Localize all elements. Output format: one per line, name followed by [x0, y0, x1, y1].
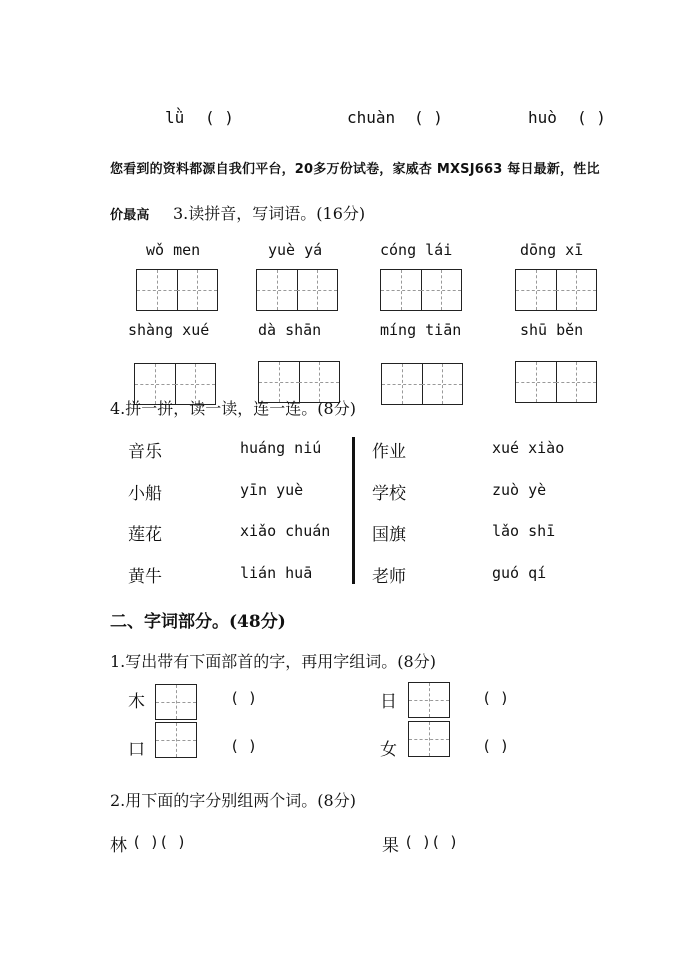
word-right: 老师 — [372, 567, 406, 587]
radical: 女 — [380, 740, 397, 760]
q4-title: 4.拼一拼，读一读，连一连。(8分) — [110, 399, 356, 418]
radical: 口 — [128, 740, 145, 760]
answer-paren: ( ) — [230, 689, 258, 707]
word-left: 黄牛 — [128, 567, 162, 587]
section-2-title: 二、字词部分。(48分) — [110, 612, 286, 632]
pinyin-left: huáng niú — [240, 439, 322, 457]
writing-grid[interactable] — [515, 361, 597, 403]
pinyin-right: lǎo shī — [492, 522, 556, 540]
answer-paren: ( ) — [230, 737, 258, 755]
word-left: 莲花 — [128, 525, 162, 545]
s2q2-title: 2.用下面的字分别组两个词。(8分) — [110, 791, 356, 810]
pinyin-label: cóng lái — [380, 241, 453, 259]
writing-box[interactable] — [408, 682, 450, 718]
divider-line — [352, 437, 355, 584]
word-left: 音乐 — [128, 442, 162, 462]
word-right: 国旗 — [372, 525, 406, 545]
writing-grid[interactable] — [136, 269, 218, 311]
pinyin-lv: lǜ — [165, 108, 185, 127]
radical: 木 — [128, 692, 145, 712]
writing-box[interactable] — [155, 722, 197, 758]
pinyin-right: xué xiào — [492, 439, 565, 457]
radical: 日 — [380, 692, 397, 712]
s2q1-title: 1.写出带有下面部首的字，再用字组词。(8分) — [110, 652, 436, 671]
answer-paren: ( ) — [205, 108, 234, 127]
ad-line-1: 您看到的资料都源自我们平台，20多万份试卷，家威杏 MXSJ663 每日最新，性比 — [110, 162, 600, 177]
answer-paren: ( ) — [577, 108, 606, 127]
compound-char: 林 — [110, 836, 127, 856]
writing-grid[interactable] — [515, 269, 597, 311]
pinyin-right: guó qí — [492, 564, 547, 582]
pinyin-label: wǒ men — [146, 241, 201, 259]
answer-paren: ( ) — [414, 108, 443, 127]
pinyin-label: dà shān — [258, 321, 322, 339]
ad-line-2-prefix: 价最高 — [110, 208, 150, 223]
pinyin-label: shū běn — [520, 321, 584, 339]
pinyin-left: xiǎo chuán — [240, 522, 331, 540]
word-right: 学校 — [372, 484, 406, 504]
pinyin-label: yuè yá — [268, 241, 323, 259]
word-right: 作业 — [372, 442, 406, 462]
writing-box[interactable] — [155, 684, 197, 720]
answer-paren: ( ) — [482, 689, 510, 707]
pinyin-label: dōng xī — [520, 241, 584, 259]
pinyin-label: míng tiān — [380, 321, 462, 339]
answer-paren: ( ) — [482, 737, 510, 755]
compound-char: 果 — [382, 836, 399, 856]
pinyin-right: zuò yè — [492, 481, 547, 499]
pinyin-left: yīn yuè — [240, 481, 304, 499]
pinyin-chuan: chuàn — [347, 108, 396, 127]
answer-parens: ( )( ) — [132, 833, 187, 851]
pinyin-huo: huò — [528, 108, 557, 127]
answer-parens: ( )( ) — [404, 833, 459, 851]
writing-box[interactable] — [408, 721, 450, 757]
word-left: 小船 — [128, 484, 162, 504]
writing-grid[interactable] — [256, 269, 338, 311]
pinyin-label: shàng xué — [128, 321, 210, 339]
pinyin-left: lián huā — [240, 564, 313, 582]
writing-grid[interactable] — [380, 269, 462, 311]
writing-grid[interactable] — [381, 363, 463, 405]
q3-title: 3.读拼音，写词语。(16分) — [173, 204, 366, 223]
